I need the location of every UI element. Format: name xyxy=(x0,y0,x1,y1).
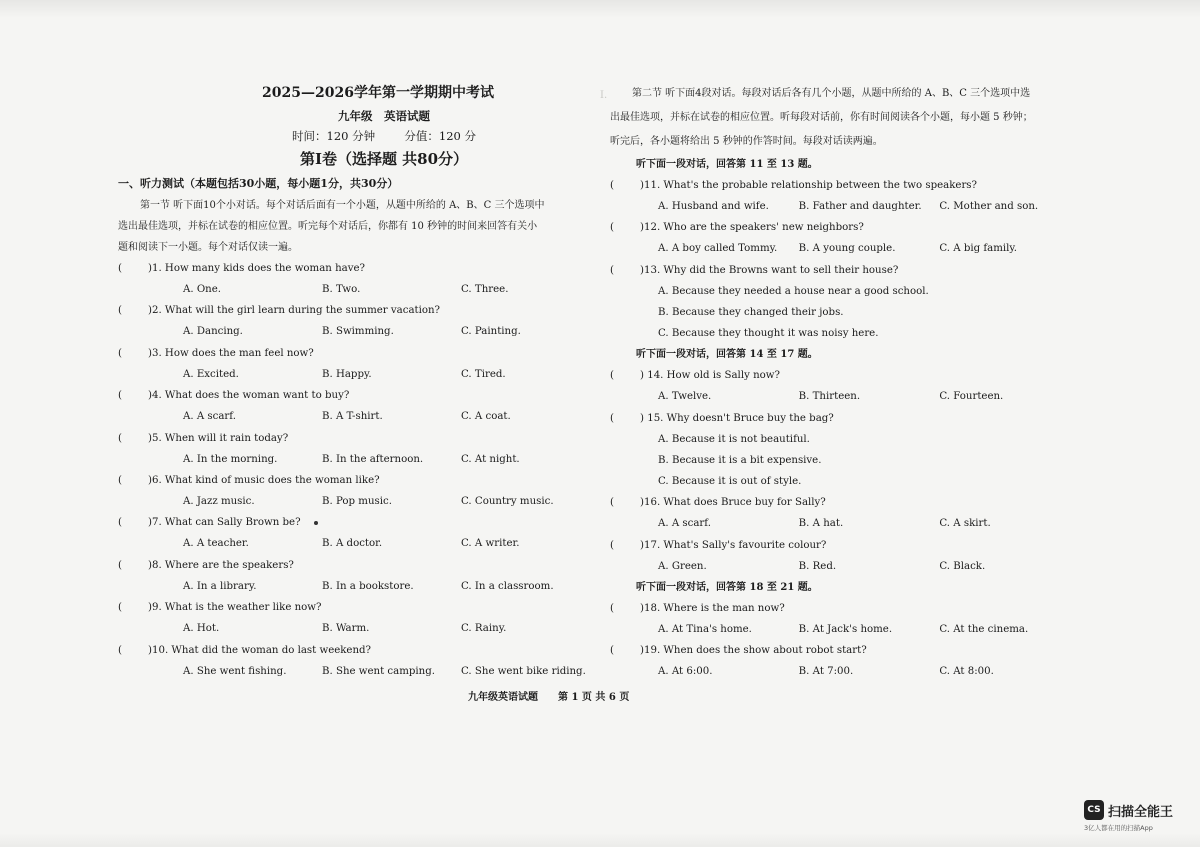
question-5 xyxy=(118,428,600,449)
page-footer: 九年级英语试题 第 1 页 共 6 页 xyxy=(468,692,630,703)
exam-title: 2025—2026学年第一学期期中考试 xyxy=(262,85,494,101)
part1-instructions xyxy=(118,195,600,258)
show-through-text xyxy=(600,310,610,330)
option-c[interactable]: C. Because they thought it was noisy here. xyxy=(658,328,879,340)
option-c[interactable]: C. Rainy. xyxy=(461,623,507,635)
options-17 xyxy=(610,556,1080,577)
option-b[interactable]: B. A T-shirt. xyxy=(322,411,383,423)
part2-instructions xyxy=(610,82,1080,154)
options-7 xyxy=(118,533,600,554)
option-c[interactable]: C. Painting. xyxy=(461,326,521,338)
option-a[interactable]: A. Hot. xyxy=(183,623,220,635)
option-b[interactable]: B. In a bookstore. xyxy=(322,580,414,592)
question-16: ( )16. What does Bruce buy for Sally? xyxy=(610,497,826,509)
answer-paren[interactable]: ( xyxy=(118,602,122,614)
option-c[interactable]: C. She went bike riding. xyxy=(461,665,586,677)
option-b[interactable]: B. Pop music. xyxy=(322,495,392,507)
instruction-line: 选出最佳选项，并标在试卷的相应位置。听完每个对话后，你都有 10 秒钟的时间来回答有关小 xyxy=(118,221,538,232)
dialogue-prompt: 听下面一段对话，回答第 18 至 21 题。 xyxy=(636,582,818,594)
options-2 xyxy=(118,321,600,342)
question-11: ( )11. What's the probable relationship between the two speakers? xyxy=(610,180,977,191)
option-b[interactable]: B. Because they changed their jobs. xyxy=(658,306,844,318)
answer-paren[interactable]: ( xyxy=(118,644,122,656)
question-6 xyxy=(118,470,600,491)
option-c[interactable]: C. At the cinema. xyxy=(939,624,1029,636)
options-9 xyxy=(118,618,600,639)
answer-paren[interactable]: ( xyxy=(118,390,122,402)
exam-time: 时间：120 分钟 xyxy=(292,129,376,143)
left-column xyxy=(118,82,600,682)
watermark-tagline: 3亿人都在用的扫描App xyxy=(1084,824,1153,832)
option-a[interactable]: A. A teacher. xyxy=(183,538,249,550)
option-a[interactable]: A. Because it is not beautiful. xyxy=(658,433,810,445)
question-2 xyxy=(118,300,600,321)
section-title: 一、听力测试（本题包括30小题，每小题1分，共30分） xyxy=(118,177,399,190)
option-c[interactable]: C. Three. xyxy=(461,284,509,295)
dialogue-prompt: 听下面一段对话，回答第 11 至 13 题。 xyxy=(636,159,818,170)
option-a[interactable]: A. One. xyxy=(183,284,222,295)
option-a[interactable]: A. A scarf. xyxy=(658,518,711,530)
instruction-line: 第二节 听下面4段对话。每段对话后各有几个小题，从题中所给的 A、B、C 三个选项中选 xyxy=(632,88,1031,99)
question-list xyxy=(118,258,600,682)
question-14: ( ) 14. How old is Sally now? xyxy=(610,370,780,382)
question-15: ( ) 15. Why doesn't Bruce buy the bag? xyxy=(610,412,834,424)
answer-paren[interactable]: ( xyxy=(118,432,122,444)
options-19 xyxy=(610,661,1080,682)
question-4 xyxy=(118,385,600,406)
question-1 xyxy=(118,258,600,279)
option-b[interactable]: B. Swimming. xyxy=(322,326,394,338)
option-b[interactable]: B. Father and daughter. xyxy=(798,201,922,212)
options-14 xyxy=(610,386,1080,407)
option-a[interactable]: A. Twelve. xyxy=(658,391,712,403)
options-12 xyxy=(610,238,1080,259)
answer-paren[interactable]: ( xyxy=(118,559,122,571)
camscanner-logo-icon: CS xyxy=(1084,800,1104,820)
option-c[interactable]: C. A skirt. xyxy=(939,518,991,530)
option-b[interactable]: B. Because it is a bit expensive. xyxy=(658,454,822,466)
instruction-line: 听完后，各小题将给出 5 秒钟的作答时间。每段对话读两遍。 xyxy=(610,136,883,147)
instruction-line: 出最佳选项，并标在试卷的相应位置。听每段对话前，你有时间阅读各个小题，每小题 5 秒钟； xyxy=(610,112,1033,123)
question-text: )8. Where are the speakers? xyxy=(148,559,294,571)
option-b[interactable]: B. Red. xyxy=(798,560,837,572)
watermark-row xyxy=(1084,800,1194,820)
stray-dot-mark xyxy=(314,521,318,525)
question-19: ( )19. When does the show about robot start? xyxy=(610,645,867,657)
option-c[interactable]: C. A writer. xyxy=(461,538,520,550)
option-b[interactable]: B. At Jack's home. xyxy=(798,624,893,636)
question-3 xyxy=(118,343,600,364)
options-8 xyxy=(118,576,600,597)
answer-paren[interactable]: ( xyxy=(118,305,122,317)
option-a[interactable]: A. At 6:00. xyxy=(658,666,713,678)
exam-subject: 九年级 英语试题 xyxy=(338,109,430,123)
right-column xyxy=(610,82,1080,683)
option-b[interactable]: B. Happy. xyxy=(322,368,372,380)
option-a[interactable]: A. Husband and wife. xyxy=(658,201,769,212)
options-3 xyxy=(118,364,600,385)
option-b[interactable]: B. Warm. xyxy=(322,623,370,635)
exam-meta xyxy=(204,128,564,144)
option-a[interactable]: A. A scarf. xyxy=(183,411,236,423)
option-b[interactable]: B. She went camping. xyxy=(322,665,435,677)
instruction-line: 第一节 听下面10个小对话。每个对话后面有一个小题，从题中所给的 A、B、C 三个选项中 xyxy=(140,200,545,211)
options-10 xyxy=(118,661,600,682)
instruction-line: 题和阅读下一小题。每个对话仅读一遍。 xyxy=(118,242,298,253)
question-text: )7. What can Sally Brown be? xyxy=(148,517,301,529)
answer-paren[interactable]: ( xyxy=(118,474,122,486)
option-a[interactable]: A. Dancing. xyxy=(183,326,243,338)
question-text: )1. How many kids does the woman have? xyxy=(148,263,365,274)
question-text: )3. How does the man feel now? xyxy=(148,347,314,359)
option-a[interactable]: A. Green. xyxy=(658,560,707,572)
question-13: ( )13. Why did the Browns want to sell their house? xyxy=(610,264,899,276)
dialogue-prompt: 听下面一段对话，回答第 14 至 17 题。 xyxy=(636,349,818,361)
question-text: )2. What will the girl learn during the summer vacation? xyxy=(148,305,441,317)
show-through-text: I. xyxy=(600,90,644,101)
answer-paren[interactable]: ( xyxy=(118,517,122,529)
option-b[interactable]: B. A doctor. xyxy=(322,538,383,550)
answer-paren[interactable]: ( xyxy=(118,263,122,274)
option-c[interactable]: C. A coat. xyxy=(461,411,511,423)
option-a[interactable]: A. Jazz music. xyxy=(183,495,255,507)
option-a[interactable]: A. Because they needed a house near a good school. xyxy=(658,285,929,297)
option-c[interactable]: C. A big family. xyxy=(939,243,1018,255)
watermark-app-name: 扫描全能王 xyxy=(1108,804,1174,820)
option-c[interactable]: C. At 8:00. xyxy=(939,666,994,678)
question-8 xyxy=(118,555,600,576)
option-c[interactable]: C. Mother and son. xyxy=(939,201,1039,212)
option-c[interactable]: C. Tired. xyxy=(461,368,506,380)
option-a[interactable]: A. Excited. xyxy=(183,368,239,380)
options-16 xyxy=(610,513,1080,534)
option-b[interactable]: B. At 7:00. xyxy=(798,666,854,678)
question-text: )4. What does the woman want to buy? xyxy=(148,390,350,402)
options-18 xyxy=(610,619,1080,640)
question-text: )10. What did the woman do last weekend? xyxy=(148,644,372,656)
option-c[interactable]: C. Country music. xyxy=(461,495,554,507)
option-a[interactable]: A. In the morning. xyxy=(183,453,278,465)
option-b[interactable]: B. In the afternoon. xyxy=(322,453,424,465)
question-9 xyxy=(118,597,600,618)
question-10 xyxy=(118,640,600,661)
option-c[interactable]: C. Fourteen. xyxy=(939,391,1004,403)
exam-score: 分值：120 分 xyxy=(404,129,476,143)
option-b[interactable]: B. A hat. xyxy=(798,518,844,530)
options-1 xyxy=(118,279,600,300)
options-11 xyxy=(610,196,1080,217)
option-c[interactable]: C. Black. xyxy=(939,560,986,572)
question-7 xyxy=(118,512,600,533)
scanner-watermark xyxy=(1084,800,1194,832)
option-c[interactable]: C. At night. xyxy=(461,453,520,465)
question-text: )5. When will it rain today? xyxy=(148,432,289,444)
option-b[interactable]: B. Thirteen. xyxy=(798,391,861,403)
option-a[interactable]: A. A boy called Tommy. xyxy=(658,243,778,255)
option-c[interactable]: C. In a classroom. xyxy=(461,580,554,592)
option-a[interactable]: A. In a library. xyxy=(183,580,257,592)
question-18: ( )18. Where is the man now? xyxy=(610,603,785,615)
option-b[interactable]: B. A young couple. xyxy=(798,243,896,255)
options-4 xyxy=(118,406,600,427)
options-6 xyxy=(118,491,600,512)
question-text: )6. What kind of music does the woman like? xyxy=(148,474,380,486)
question-12: ( )12. Who are the speakers' new neighbors? xyxy=(610,222,864,234)
question-17: ( )17. What's Sally's favourite colour? xyxy=(610,539,827,551)
question-text: )9. What is the weather like now? xyxy=(148,602,322,614)
options-5 xyxy=(118,449,600,470)
option-a[interactable]: A. She went fishing. xyxy=(183,665,287,677)
option-b[interactable]: B. Two. xyxy=(322,284,361,295)
option-a[interactable]: A. At Tina's home. xyxy=(658,624,752,636)
answer-paren[interactable]: ( xyxy=(118,347,122,359)
option-c[interactable]: C. Because it is out of style. xyxy=(658,476,802,488)
volume-heading: 第Ⅰ卷（选择题 共80分） xyxy=(299,150,469,168)
